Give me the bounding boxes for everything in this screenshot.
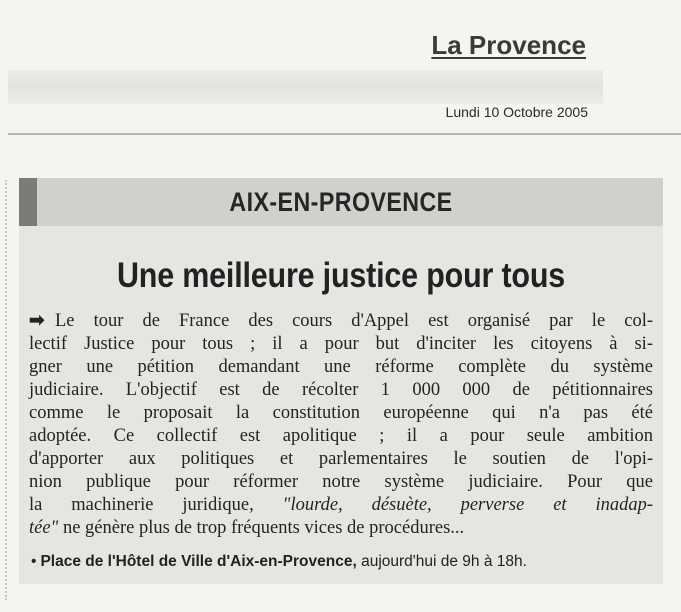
bullet-icon: • [31,553,37,570]
body-line: d'apporter aux politiques et parlementaires le soutien de l'opi- [29,449,653,469]
article-box [19,178,663,584]
bleed-through-band [8,70,603,104]
body-line: ➡ Le tour de France des cours d'Appel est organisé par le col- [29,311,653,331]
publication-date: Lundi 10 Octobre 2005 [445,104,588,120]
body-line: judiciaire. L'objectif est de récolter 1 000 000 de pétitionnaires [29,380,653,400]
body-line: nion publique pour réformer notre système judiciaire. Pour que [29,472,653,492]
header-rule [8,133,681,135]
event-place: Place de l'Hôtel de Ville d'Aix-en-Provence, [40,553,357,570]
section-title: AIX-EN-PROVENCE [229,187,453,217]
quote-part-2: tée" [29,518,59,538]
body-line: comme le proposait la constitution européenne qui n'a pas été [29,403,653,423]
article-headline: Une meilleure justice pour tous [116,256,566,295]
arrow-icon: ➡ [29,311,45,331]
body-line: adoptée. Ce collectif est apolitique ; il a pour seule ambition [29,426,653,446]
section-band [19,178,663,226]
body-line: la machinerie juridique, "lourde, désuète, perverse et inadap- [29,495,653,515]
article-body [29,310,653,540]
quote-part-1: "lourde, désuète, perverse et inadap- [282,495,653,515]
event-details [31,553,655,571]
body-line: gner une pétition demandant une réforme complète du système [29,357,653,377]
event-time: aujourd'hui de 9h à 18h. [356,553,527,570]
body-line: lectif Justice pour tous ; il a pour but d'inciter les citoyens à si- [29,334,653,354]
body-line: tée" ne génère plus de trop fréquents vices de procédures... [29,518,465,538]
cut-edge [5,180,7,600]
section-accent-bar [19,178,37,226]
newspaper-masthead: La Provence [431,30,586,60]
